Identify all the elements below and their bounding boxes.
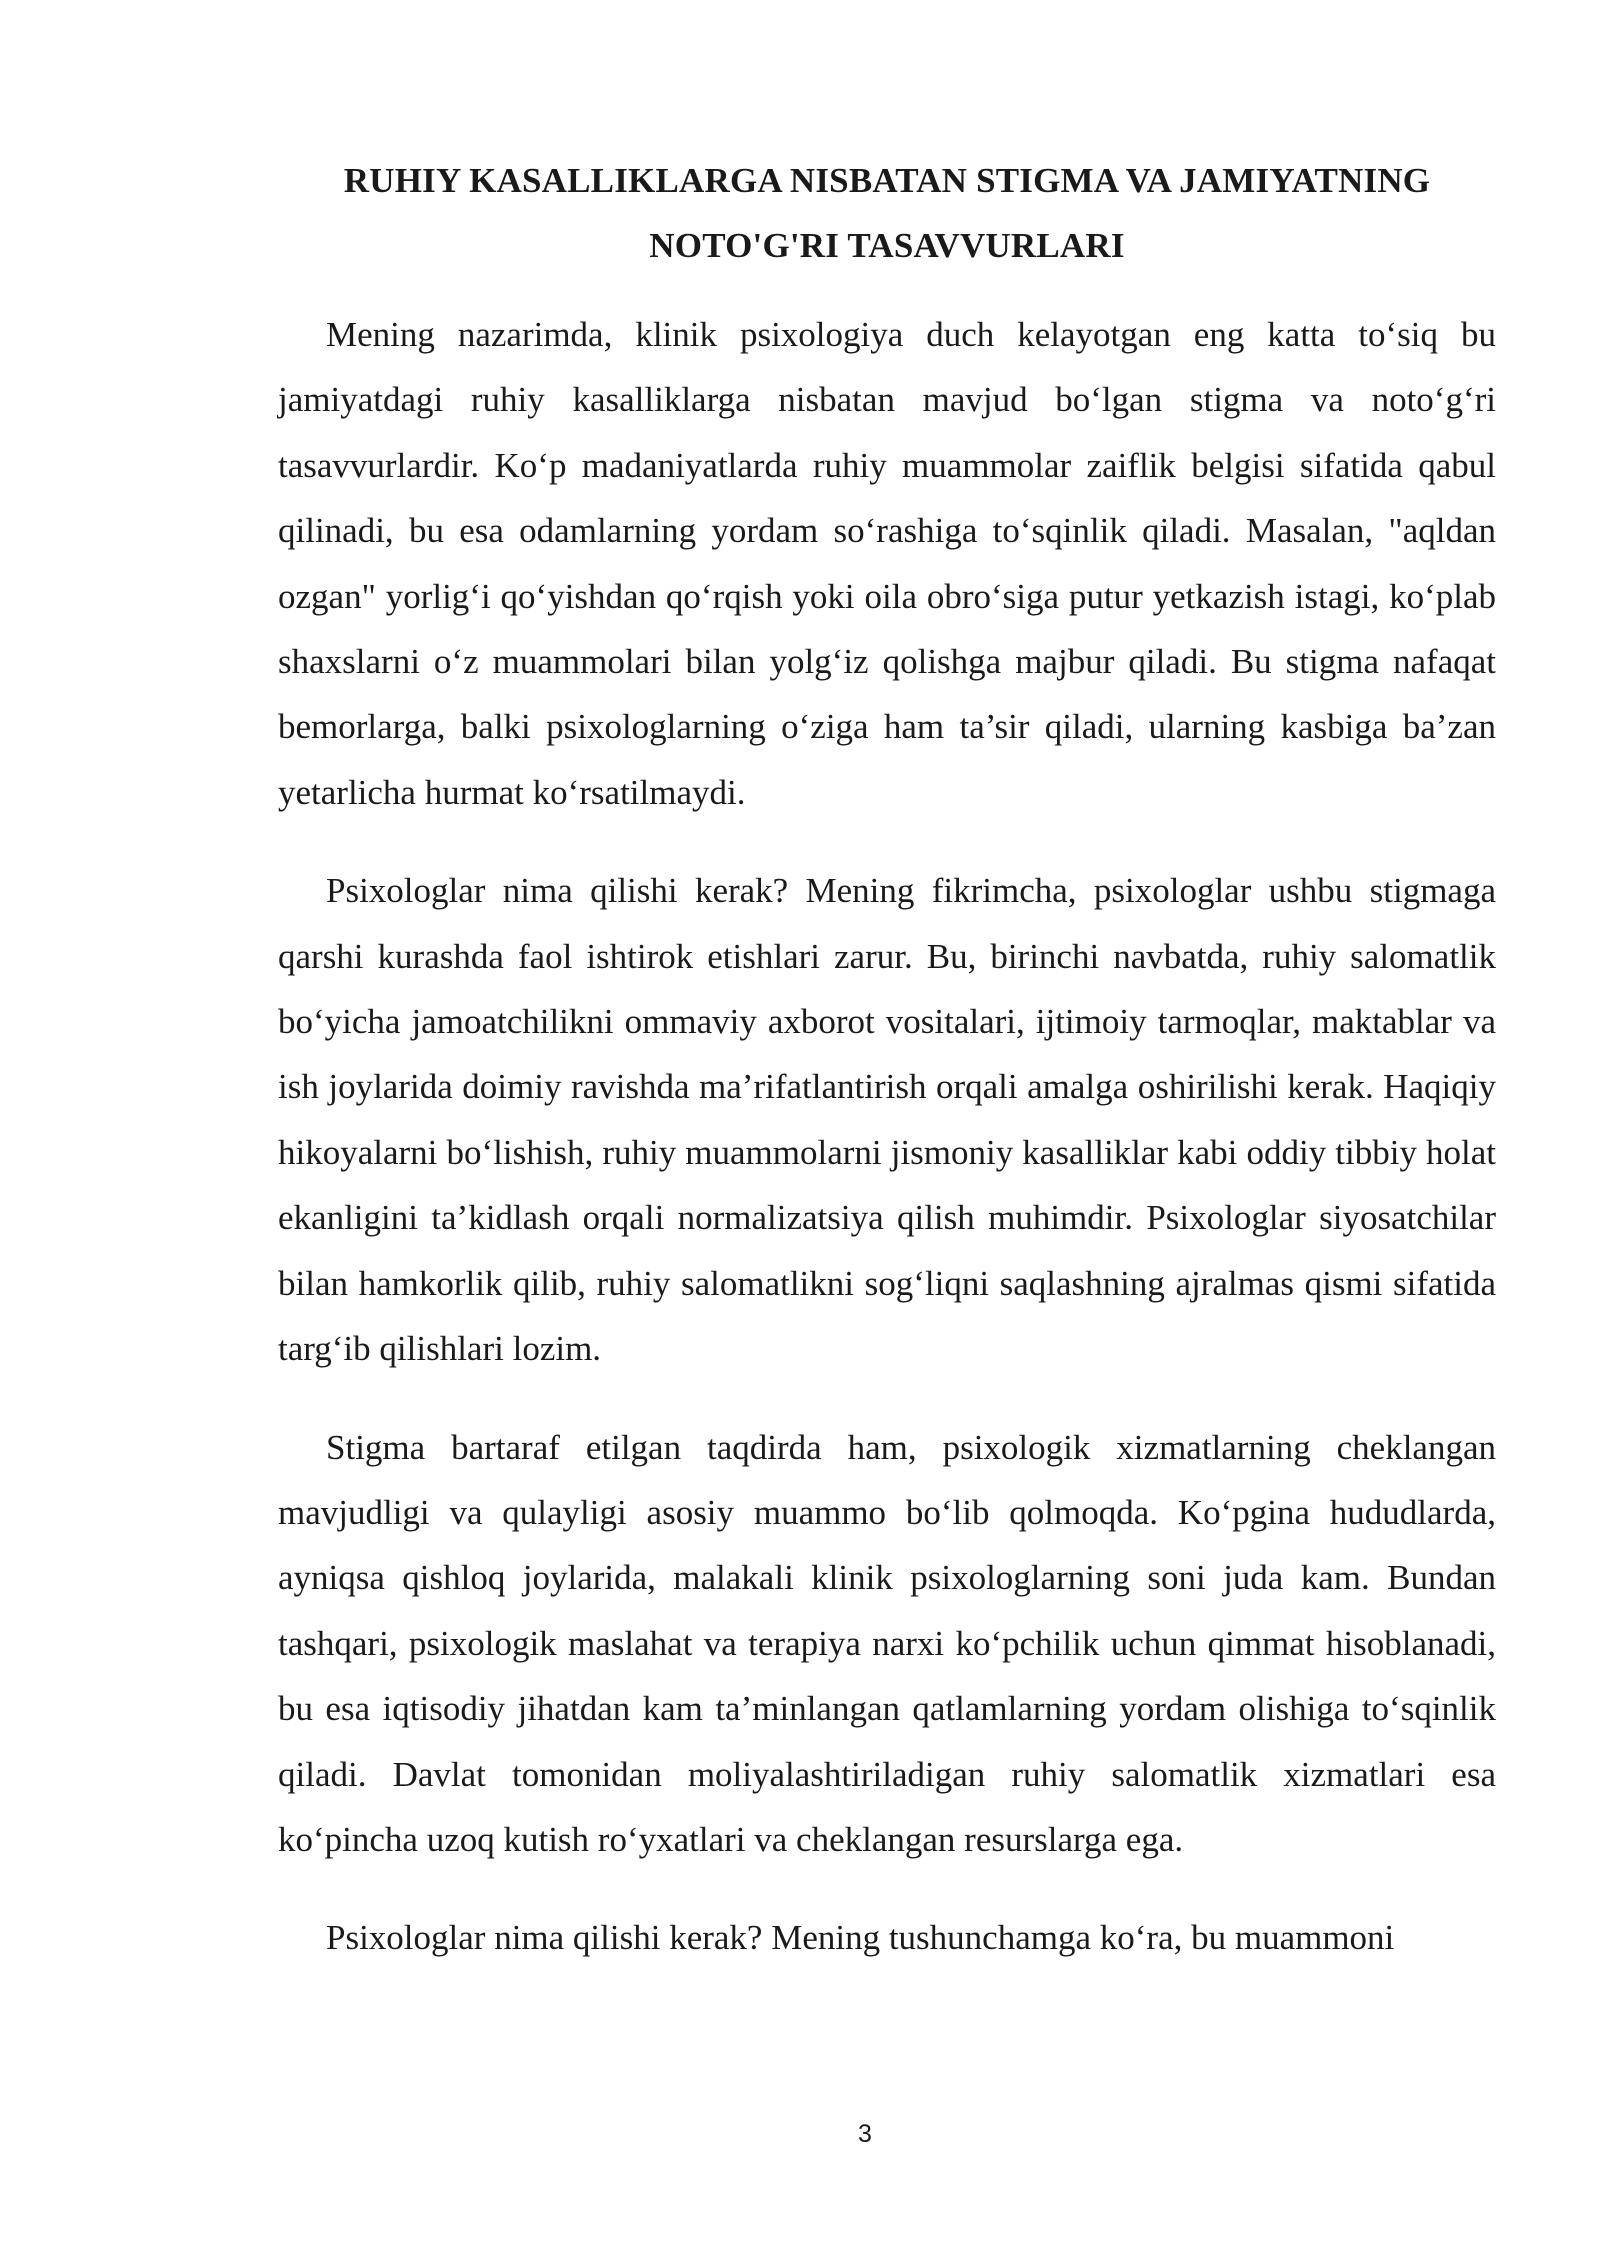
- body-text: [278, 302, 1496, 1971]
- title-line: RUHIY KASALLIKLARGA NISBATAN STIGMA VA JAMIYATNING: [343, 161, 1431, 200]
- paragraph: Psixologlar nima qilishi kerak? Mening fikrimcha, psixologlar ushbu stigmaga qarshi kurashda faol ishtirok etishlari zarur. Bu, birinchi navbatda, ruhiy salomatlik bo‘yicha jamoatchilikni ommaviy axborot vositalari, ijtimoiy tarmoqlar, maktablar va ish joylarida doimiy ravishda ma’rifatlantirish orqali amalga oshirilishi kerak. Haqiqiy hikoyalarni bo‘lishish, ruhiy muammolarni jismoniy kasalliklar kabi oddiy tibbiy holat ekanligini ta’kidlash orqali normalizatsiya qilish muhimdir. Psixologlar siyosatchilar bilan hamkorlik qilib, ruhiy salomatlikni sog‘liqni saqlashning ajralmas qismi sifatida targ‘ib qilishlari lozim.: [278, 871, 1496, 1369]
- page-number: 3: [858, 2120, 872, 2148]
- title-line: NOTO'G'RI TASAVVURLARI: [649, 226, 1125, 265]
- paragraph: Mening nazarimda, klinik psixologiya duch kelayotgan eng katta to‘siq bu jamiyatdagi ruhiy kasalliklarga nisbatan mavjud bo‘lgan stigma va noto‘g‘ri tasavvurlardir. Ko‘p madaniyatlarda ruhiy muammolar zaiflik belgisi sifatida qabul qilinadi, bu esa odamlarning yordam so‘rashiga to‘sqinlik qiladi. Masalan, "aqldan ozgan" yorlig‘i qo‘yishdan qo‘rqish yoki oila obro‘siga putur yetkazish istagi, ko‘plab shaxslarni o‘z muammolari bilan yolg‘iz qolishga majbur qiladi. Bu stigma nafaqat bemorlarga, balki psixologlarning o‘ziga ham ta’sir qiladi, ularning kasbiga ba’zan yetarlicha hurmat ko‘rsatilmaydi.: [278, 315, 1496, 812]
- page-content: [278, 148, 1496, 2004]
- paragraph: Psixologlar nima qilishi kerak? Mening tushunchamga ko‘ra, bu muammoni: [326, 1918, 1395, 1958]
- document-title: [278, 148, 1496, 278]
- paragraph: Stigma bartaraf etilgan taqdirda ham, psixologik xizmatlarning cheklangan mavjudligi va qulayligi asosiy muammo bo‘lib qolmoqda. Ko‘pgina hududlarda, ayniqsa qishloq joylarida, malakali klinik psixologlarning soni juda kam. Bundan tashqari, psixologik maslahat va terapiya narxi ko‘pchilik uchun qimmat hisoblanadi, bu esa iqtisodiy jihatdan kam ta’minlangan qatlamlarning yordam olishiga to‘sqinlik qiladi. Davlat tomonidan moliyalashtiriladigan ruhiy salomatlik xizmatlari esa ko‘pincha uzoq kutish ro‘yxatlari va cheklangan resurslarga ega.: [278, 1427, 1496, 1859]
